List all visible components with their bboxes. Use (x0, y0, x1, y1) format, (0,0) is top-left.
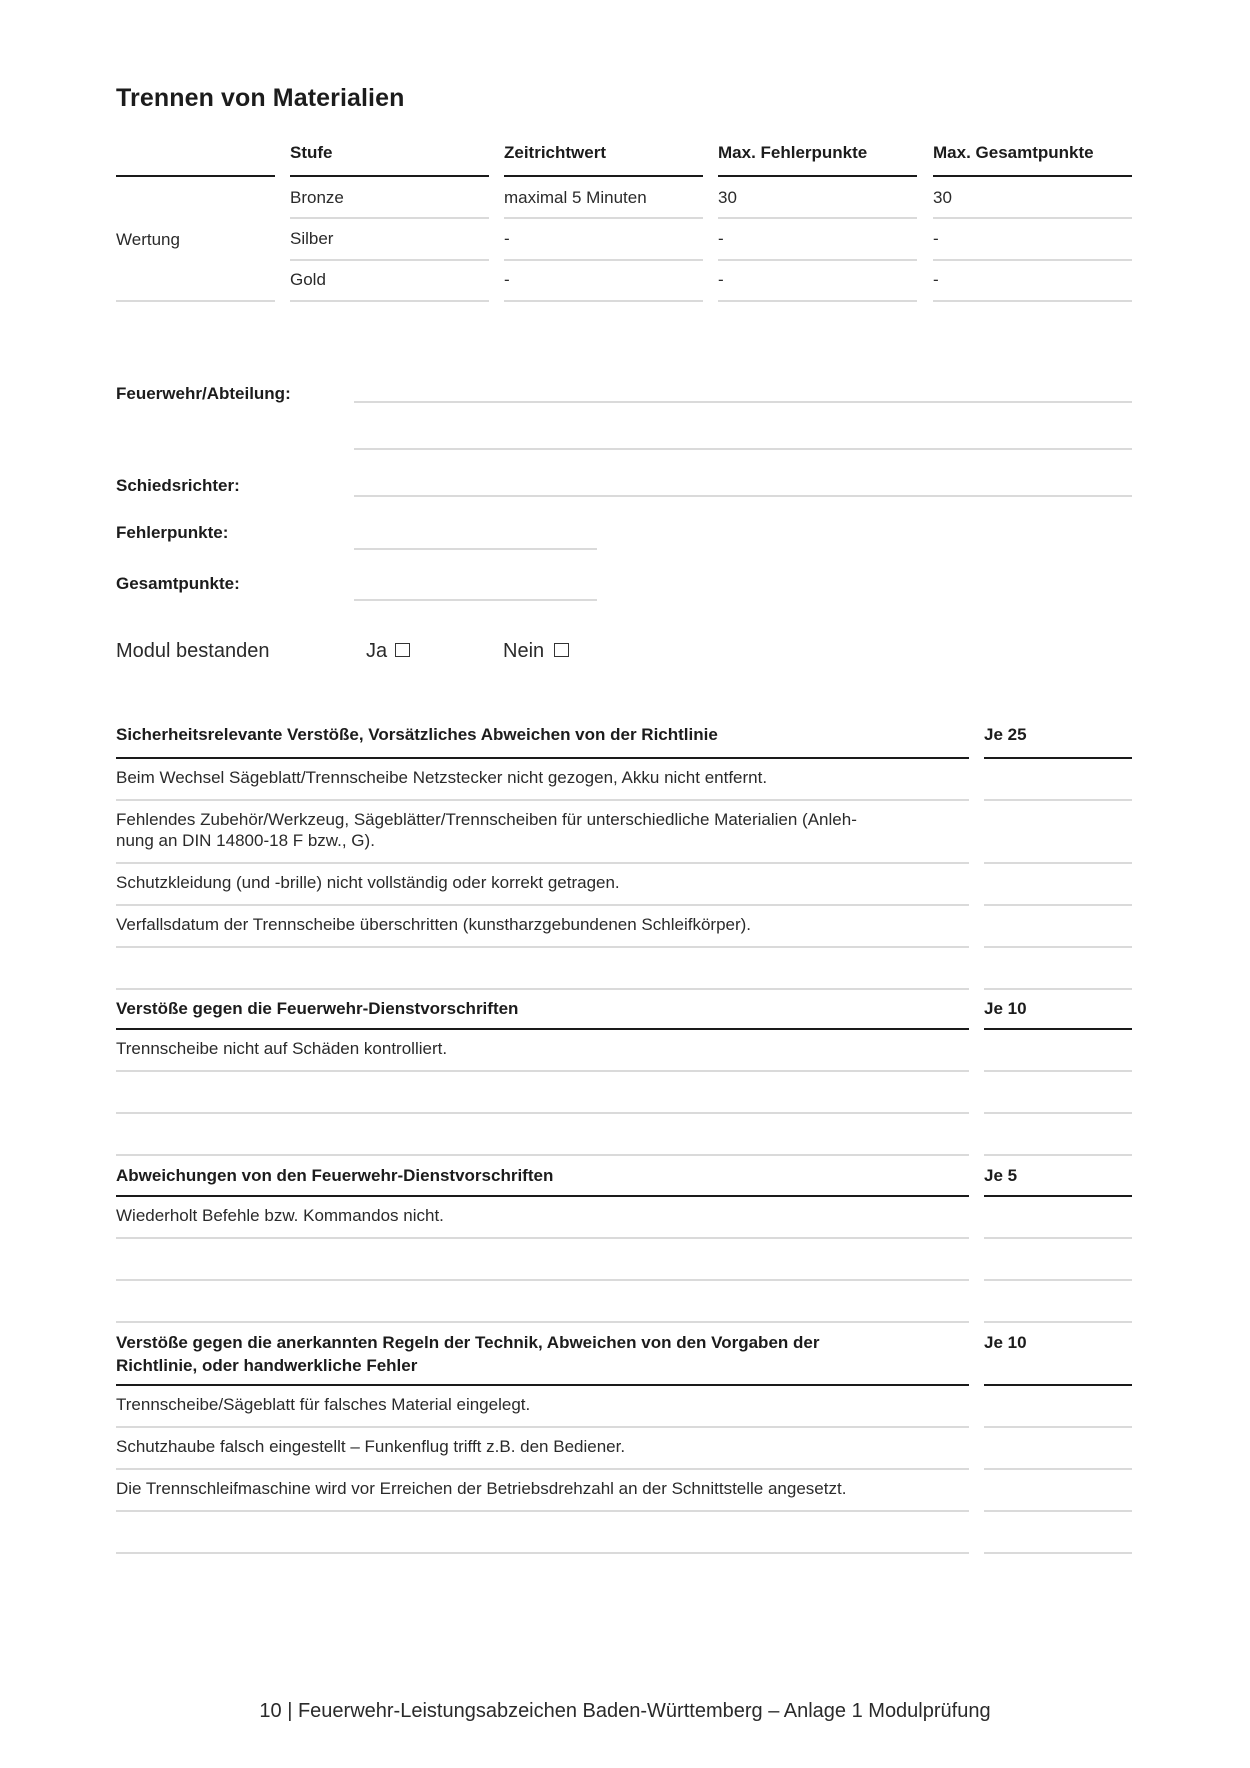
row-rule (984, 1279, 1132, 1281)
cell-max-fehlerpunkte: - (718, 270, 724, 289)
schiedsrichter-field-line (354, 495, 1132, 497)
section-points: Je 10 (984, 999, 1027, 1018)
cell-stufe: Bronze (290, 188, 344, 207)
row-rule (504, 217, 703, 219)
violation-text-field[interactable] (116, 1241, 969, 1277)
table-header-rule (116, 175, 275, 177)
row-rule (984, 799, 1132, 801)
fehlerpunkte-field[interactable] (354, 526, 597, 548)
row-rule (116, 1112, 969, 1114)
row-rule (116, 300, 275, 302)
violation-points-field[interactable] (984, 1074, 1132, 1110)
section-points: Je 25 (984, 725, 1027, 744)
cell-max-fehlerpunkte: 30 (718, 188, 737, 207)
cell-max-gesamtpunkte: - (933, 229, 939, 248)
table-header-rule (933, 175, 1132, 177)
row-rule (984, 1154, 1132, 1156)
modul-bestanden-label: Modul bestanden (116, 640, 270, 662)
section-header: Sicherheitsrelevante Verstöße, Vorsätzliches Abweichen von der Richtlinie (116, 725, 718, 744)
table-row-label-wertung: Wertung (116, 230, 180, 249)
row-rule (116, 1426, 969, 1428)
row-rule (504, 300, 703, 302)
section-header: Abweichungen von den Feuerwehr-Dienstvorschriften (116, 1166, 554, 1185)
row-rule (984, 1426, 1132, 1428)
violation-points-field[interactable] (984, 1472, 1132, 1508)
feuerwehr-field-line2[interactable] (354, 426, 1132, 448)
section-points-rule (984, 1384, 1132, 1386)
cell-stufe: Silber (290, 229, 334, 248)
violation-text-field[interactable] (116, 1116, 969, 1152)
row-rule (984, 988, 1132, 990)
schiedsrichter-label: Schiedsrichter: (116, 476, 240, 495)
violation-text-field[interactable] (116, 1283, 969, 1319)
feuerwehr-field[interactable] (354, 380, 1132, 402)
row-rule (116, 1321, 969, 1323)
row-rule (116, 1552, 969, 1554)
page-title: Trennen von Materialien (116, 84, 405, 112)
row-rule (984, 1112, 1132, 1114)
feuerwehr-label: Feuerwehr/Abteilung: (116, 384, 291, 403)
section-points-rule (984, 1195, 1132, 1197)
row-rule (718, 259, 917, 261)
row-rule (290, 300, 489, 302)
row-rule (116, 946, 969, 948)
cell-zeitrichtwert: - (504, 270, 510, 289)
row-rule (116, 1070, 969, 1072)
violation-points-field[interactable] (984, 1514, 1132, 1550)
nein-checkbox[interactable] (554, 643, 569, 657)
section-header-rule (116, 1028, 969, 1030)
row-rule (718, 300, 917, 302)
feuerwehr-field-line2-rule (354, 448, 1132, 450)
violation-text: Fehlendes Zubehör/Werkzeug, Sägeblätter/Trennscheiben für unterschiedliche Materialien (Anleh- (116, 810, 857, 829)
ja-checkbox[interactable] (395, 643, 410, 657)
violation-text-field[interactable] (116, 1074, 969, 1110)
row-rule (290, 259, 489, 261)
violation-points-field[interactable] (984, 1199, 1132, 1235)
violation-points-field[interactable] (984, 761, 1132, 797)
section-points: Je 5 (984, 1166, 1018, 1185)
violation-text: Trennscheibe/Sägeblatt für falsches Material eingelegt. (116, 1395, 531, 1414)
row-rule (116, 862, 969, 864)
row-rule (984, 1510, 1132, 1512)
nein-label: Nein (503, 640, 545, 662)
table-header-max-fehlerpunkte: Max. Fehlerpunkte (718, 143, 868, 162)
violation-text: Verfallsdatum der Trennscheibe überschritten (kunstharzgebundenen Schleifkörper). (116, 915, 752, 934)
cell-max-gesamtpunkte: 30 (933, 188, 952, 207)
violation-text-field[interactable] (116, 950, 969, 986)
cell-zeitrichtwert: maximal 5 Minuten (504, 188, 647, 207)
page-footer: 10 | Feuerwehr-Leistungsabzeichen Baden-Württemberg – Anlage 1 Modulprüfung (259, 1700, 991, 1722)
fehlerpunkte-label: Fehlerpunkte: (116, 523, 229, 542)
violation-points-field[interactable] (984, 908, 1132, 944)
table-header-stufe: Stufe (290, 143, 333, 162)
row-rule (984, 946, 1132, 948)
table-header-rule (504, 175, 703, 177)
violation-points-field[interactable] (984, 1241, 1132, 1277)
row-rule (116, 1468, 969, 1470)
violation-text: nung an DIN 14800-18 F bzw., G). (116, 831, 375, 850)
row-rule (984, 1321, 1132, 1323)
section-points-rule (984, 757, 1132, 759)
row-rule (984, 862, 1132, 864)
violation-points-field[interactable] (984, 1388, 1132, 1424)
violation-text: Schutzhaube falsch eingestellt – Funkenflug trifft z.B. den Bediener. (116, 1437, 626, 1456)
row-rule (504, 259, 703, 261)
row-rule (718, 217, 917, 219)
violation-points-field[interactable] (984, 1430, 1132, 1466)
section-header-rule (116, 1384, 969, 1386)
row-rule (116, 1237, 969, 1239)
violation-text: Die Trennschleifmaschine wird vor Erreichen der Betriebsdrehzahl an der Schnittstelle angesetzt. (116, 1479, 847, 1498)
gesamtpunkte-field[interactable] (354, 577, 597, 599)
cell-max-fehlerpunkte: - (718, 229, 724, 248)
row-rule (933, 259, 1132, 261)
ja-label: Ja (366, 640, 388, 662)
row-rule (984, 1237, 1132, 1239)
section-header: Verstöße gegen die anerkannten Regeln der Technik, Abweichen von den Vorgaben der (116, 1333, 820, 1352)
violation-points-field[interactable] (984, 1032, 1132, 1068)
violation-points-field[interactable] (984, 1283, 1132, 1319)
violation-text-field[interactable] (116, 1514, 969, 1550)
violation-points-field[interactable] (984, 1116, 1132, 1152)
violation-text: Schutzkleidung (und -brille) nicht vollständig oder korrekt getragen. (116, 873, 620, 892)
section-header: Verstöße gegen die Feuerwehr-Dienstvorschriften (116, 999, 519, 1018)
violation-points-field[interactable] (984, 866, 1132, 902)
section-points: Je 10 (984, 1333, 1027, 1352)
cell-zeitrichtwert: - (504, 229, 510, 248)
row-rule (116, 799, 969, 801)
fehlerpunkte-field-line (354, 548, 597, 550)
gesamtpunkte-field-line (354, 599, 597, 601)
table-header-rule (718, 175, 917, 177)
table-header-zeitrichtwert: Zeitrichtwert (504, 143, 607, 162)
gesamtpunkte-label: Gesamtpunkte: (116, 574, 240, 593)
table-header-max-gesamtpunkte: Max. Gesamtpunkte (933, 143, 1094, 162)
violation-points-field[interactable] (984, 803, 1132, 860)
violation-points-field[interactable] (984, 950, 1132, 986)
row-rule (933, 217, 1132, 219)
section-points-rule (984, 1028, 1132, 1030)
section-header-rule (116, 757, 969, 759)
row-rule (290, 217, 489, 219)
row-rule (116, 1154, 969, 1156)
violation-text: Beim Wechsel Sägeblatt/Trennscheibe Netzstecker nicht gezogen, Akku nicht entfernt. (116, 768, 768, 787)
schiedsrichter-field[interactable] (354, 473, 1132, 495)
violation-text: Wiederholt Befehle bzw. Kommandos nicht. (116, 1206, 444, 1225)
section-header: Richtlinie, oder handwerkliche Fehler (116, 1356, 418, 1375)
row-rule (116, 988, 969, 990)
section-header-rule (116, 1195, 969, 1197)
row-rule (116, 904, 969, 906)
violation-text: Trennscheibe nicht auf Schäden kontrolliert. (116, 1039, 448, 1058)
row-rule (116, 1279, 969, 1281)
cell-max-gesamtpunkte: - (933, 270, 939, 289)
row-rule (984, 1468, 1132, 1470)
row-rule (984, 904, 1132, 906)
feuerwehr-field-line (354, 401, 1132, 403)
row-rule (984, 1070, 1132, 1072)
row-rule (116, 1510, 969, 1512)
row-rule (933, 300, 1132, 302)
table-header-rule (290, 175, 489, 177)
cell-stufe: Gold (290, 270, 326, 289)
row-rule (984, 1552, 1132, 1554)
